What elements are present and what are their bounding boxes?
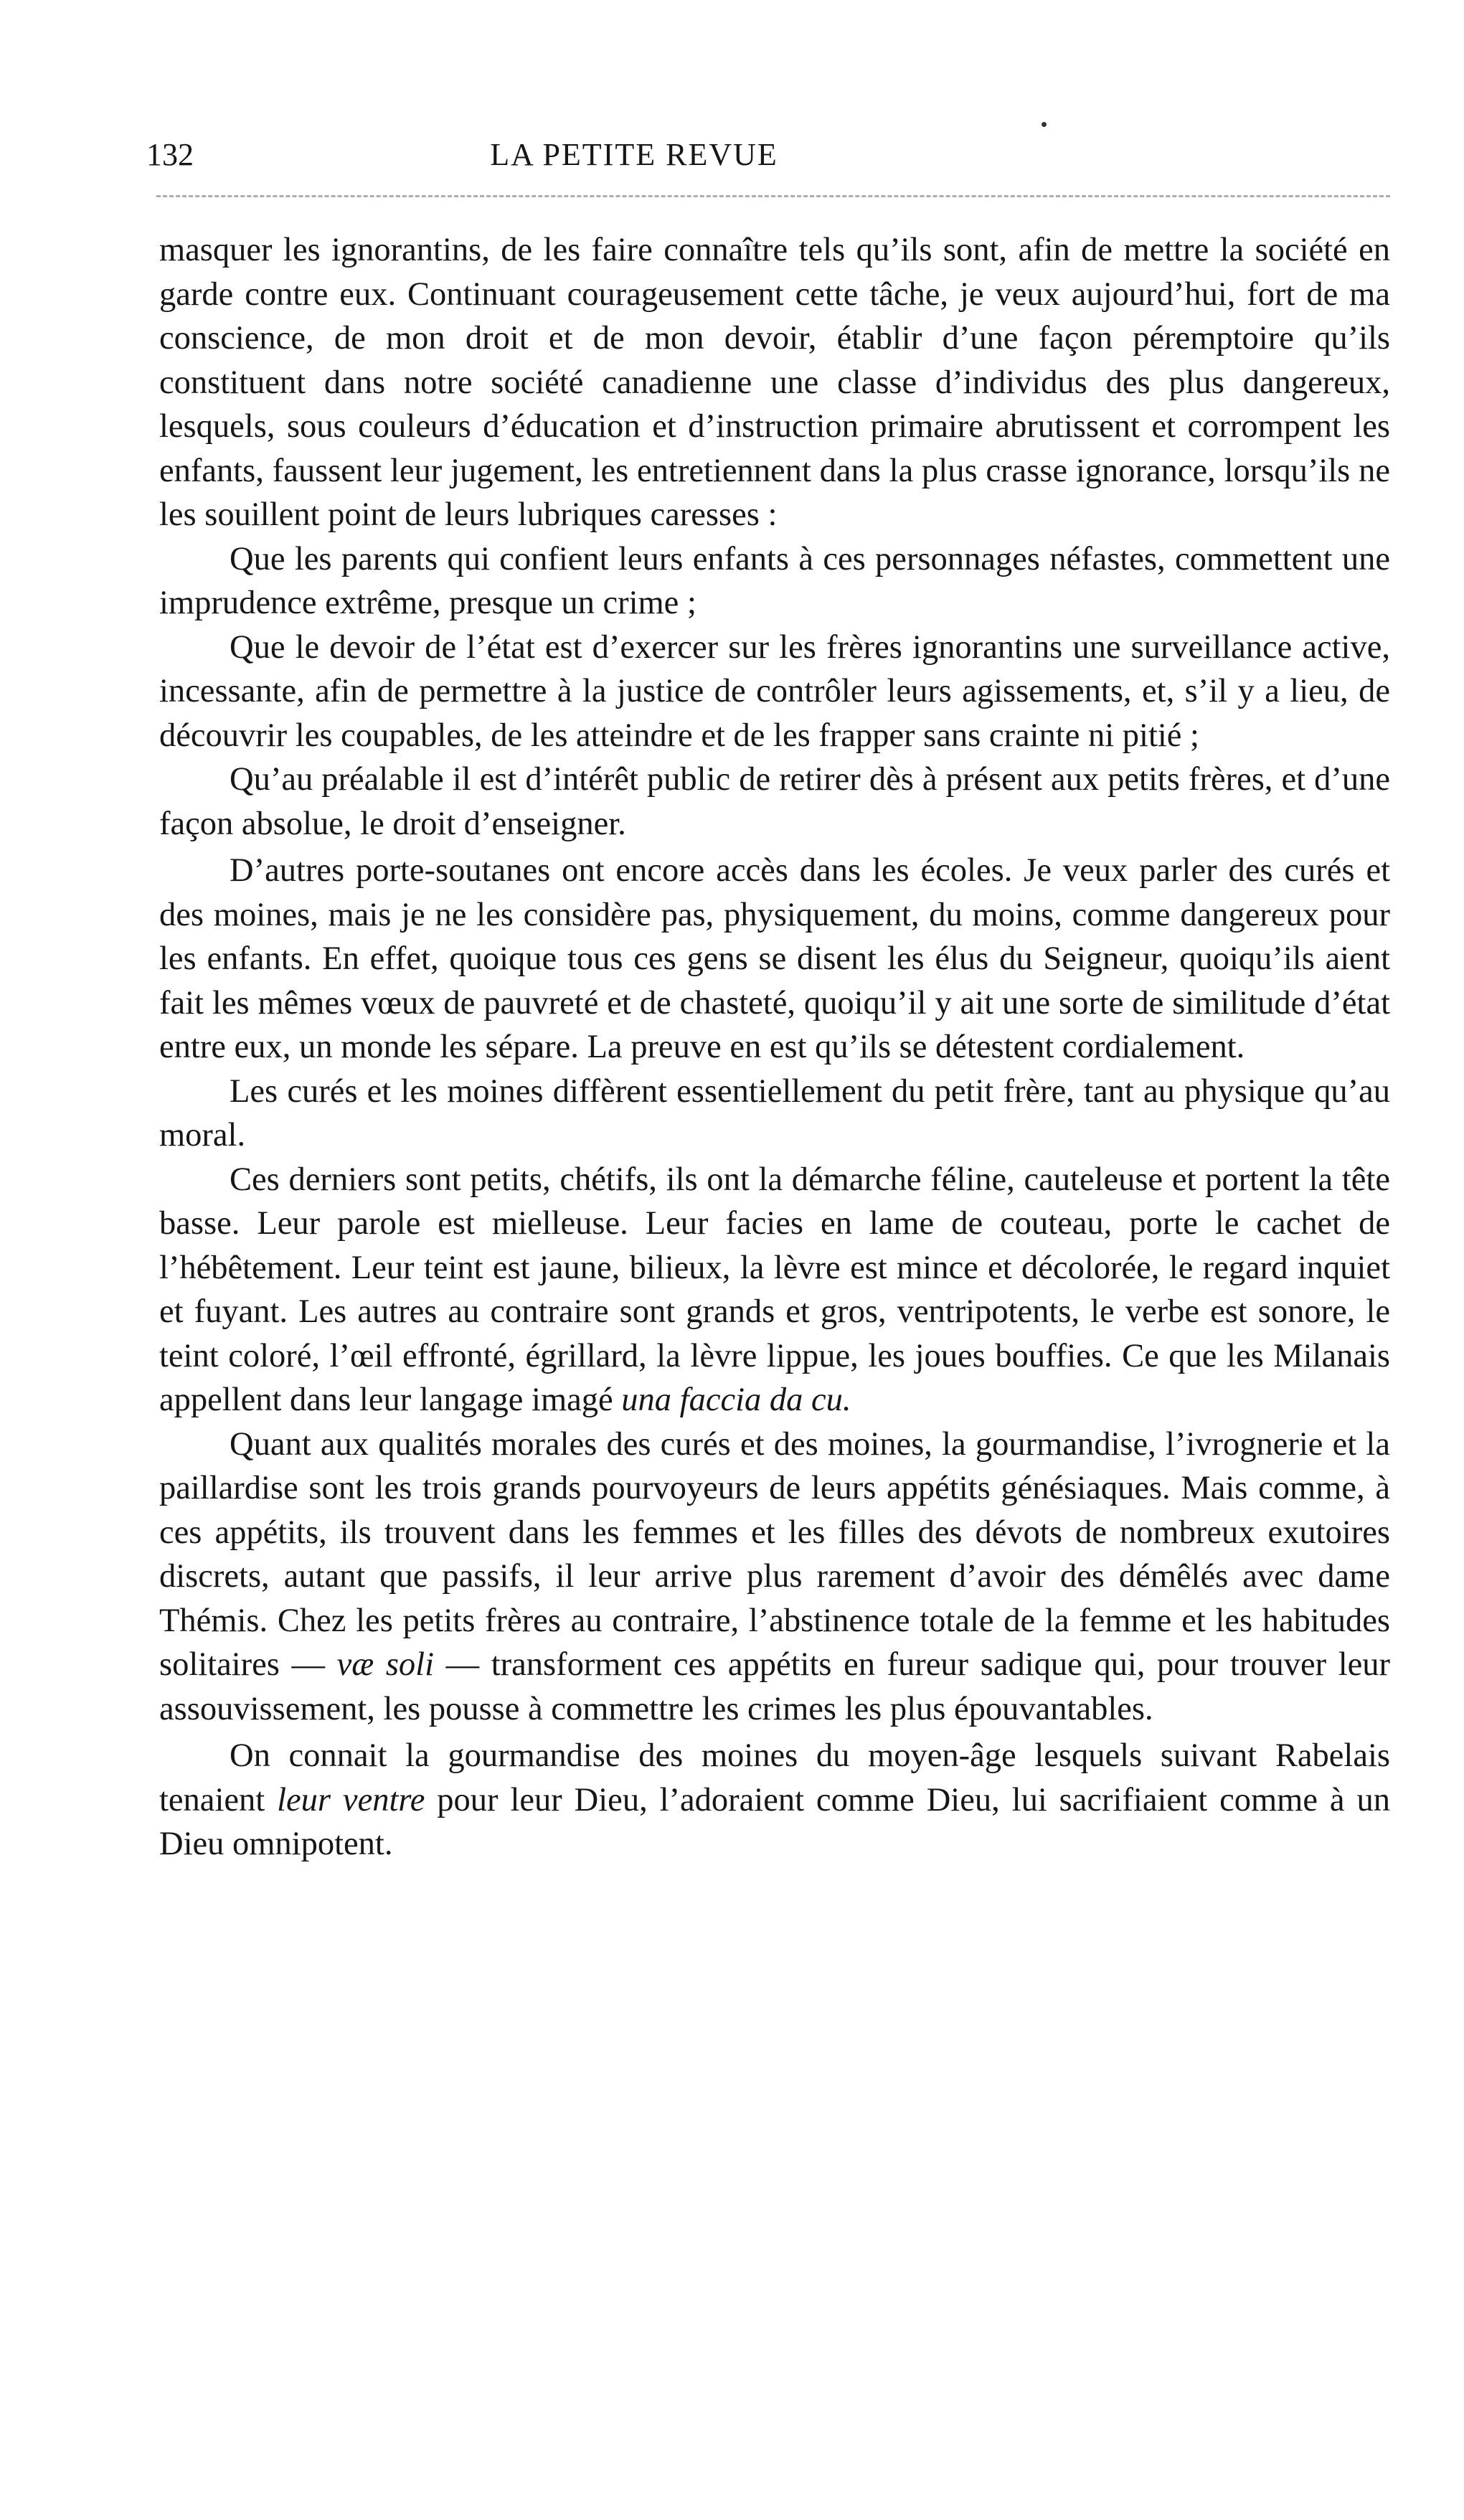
- italic-phrase-una-faccia: una faccia da cu.: [621, 1382, 851, 1418]
- paragraph-9-tail: pour leur Dieu, l’adoraient comme Dieu, lui sacrifiaient comme à un Dieu omnipotent.: [159, 1781, 1390, 1862]
- article-body: [159, 228, 1390, 1867]
- paragraph-7: [159, 1158, 1390, 1422]
- paragraph-8-text: Quant aux qualités morales des curés et des moines, la gourmandise, l’ivrognerie et la paillardise sont les trois grands pourvoyeurs de leurs appétits génésiaques. Mais comme, à ces appétits, ils trouvent dans les femmes et les filles des dévots de nombreux exutoires discrets, autant que passifs, il leur arrive plus rarement d’avoir des démêlés avec dame Thémis. Chez les petits frères au contraire, l’abstinence totale de la femme et les habitudes solitaires —: [159, 1425, 1390, 1683]
- paragraph-8-tail: — transforment ces appétits en fureur sadique qui, pour trouver leur assouvissement, les pousse à commettre les crimes les plus épouvantables.: [159, 1646, 1391, 1727]
- paragraph-7-text: Ces derniers sont petits, chétifs, ils ont la démarche féline, cauteleuse et portent la tête basse. Leur parole est mielleuse. Leur facies en lame de couteau, porte le cachet de l’hébêtement. Leur teint est jaune, bilieux, la lèvre est mince et décolorée, le regard inquiet et fuyant. Les autres au contraire sont grands et gros, ventripotents, le verbe est sonore, le teint coloré, l’œil effronté, égrillard, la lèvre lippue, les joues bouffies. Ce que les Milanais appellent dans leur langage imagé: [159, 1161, 1390, 1418]
- paragraph-1: masquer les ignorantins, de les faire connaître tels qu’ils sont, afin de mettre la société en garde contre eux. Continuant courageusement cette tâche, je veux aujourd’hui, fort de ma conscience, de mon droit et de mon devoir, établir d’une façon péremptoire qu’ils constituent dans notre société canadienne une classe d’individus des plus dangereux, lesquels, sous couleurs d’éducation et d’instruction primaire abrutissent et corrompent les enfants, faussent leur jugement, les entretiennent dans la plus crasse ignorance, lorsqu’ils ne les souillent point de leurs lubriques caresses :: [159, 232, 1390, 533]
- page-number: 132: [146, 137, 194, 172]
- paragraph-5: D’autres porte-soutanes ont encore accès dans les écoles. Je veux parler des curés et des moines, mais je ne les considère pas, physiquement, du moins, comme dangereux pour les enfants. En effet, quoique tous ces gens se disent les élus du Seigneur, quoiqu’ils aient fait les mêmes vœux de pauvreté et de chasteté, quoiqu’il y ait une sorte de similitude d’état entre eux, un monde les sépare. La preuve en est qu’ils se détestent cordialement.: [159, 852, 1390, 1065]
- paragraph-3: Que le devoir de l’état est d’exercer sur les frères ignorantins une surveillance active, incessante, afin de permettre à la justice de contrôler leurs agissements, et, s’il y a lieu, de découvrir les coupables, de les atteindre et de les frapper sans crainte ni pitié ;: [159, 628, 1390, 754]
- paragraph-2: Que les parents qui confient leurs enfants à ces personnages néfastes, commettent une imprudence extrême, presque un crime ;: [159, 540, 1390, 621]
- paragraph-4: Qu’au préalable il est d’intérêt public de retirer dès à présent aux petits frères, et d’une façon absolue, le droit d’enseigner.: [159, 761, 1390, 842]
- paragraph-6: Les curés et les moines diffèrent essentiellement du petit frère, tant au physique qu’au moral.: [159, 1072, 1390, 1153]
- header-rule: [156, 195, 1390, 197]
- paragraph-9: [159, 1734, 1390, 1867]
- paragraph-9-text: On connait la gourmandise des moines du moyen-âge lesquels suivant Rabelais tenaient: [159, 1737, 1390, 1818]
- italic-phrase-vae-soli: væ soli: [336, 1646, 435, 1683]
- paragraph-8: [159, 1422, 1390, 1732]
- running-title: LA PETITE REVUE: [490, 137, 778, 172]
- print-speck: [1042, 122, 1047, 127]
- page-header: [146, 133, 1394, 176]
- italic-phrase-leur-ventre: leur ventre: [277, 1781, 425, 1818]
